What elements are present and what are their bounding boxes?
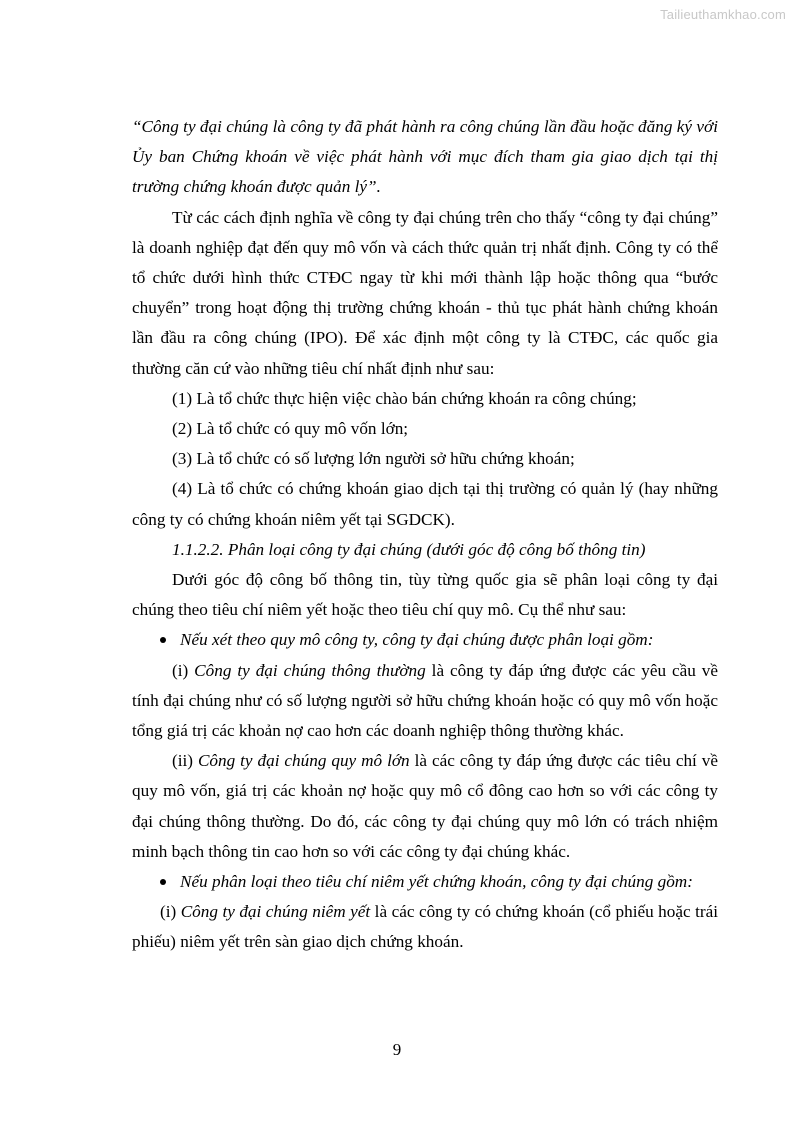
bullet-icon xyxy=(160,879,166,885)
criteria-item-2: (2) Là tổ chức có quy mô vốn lớn; xyxy=(172,419,409,439)
bullet-listing-classification xyxy=(132,867,718,897)
bullet-scale-classification xyxy=(132,625,718,655)
item-label: (ii) xyxy=(172,751,198,771)
item-listed-company xyxy=(132,897,718,957)
item-term: Công ty đại chúng niêm yết xyxy=(180,902,371,922)
criteria-item-3: (3) Là tổ chức có số lượng lớn người sở hữu chứng khoán; xyxy=(172,449,575,469)
bullet-listing-text: Nếu phân loại theo tiêu chí niêm yết chứng khoán, công ty đại chúng gồm: xyxy=(180,872,693,892)
item-label: (i) xyxy=(160,902,181,922)
criteria-item-1: (1) Là tổ chức thực hiện việc chào bán chứng khoán ra công chúng; xyxy=(172,388,637,408)
item-term: Công ty đại chúng quy mô lớn xyxy=(197,751,410,771)
definition-quote: “Công ty đại chúng là công ty đã phát hành ra công chúng lần đầu hoặc đăng ký với Ủy ban Chứng khoán về việc phát hành với mục đích tham gia giao dịch tại thị trường chứng khoán được quản lý”. xyxy=(132,117,718,197)
criteria-item-4: (4) Là tổ chức có chứng khoán giao dịch tại thị trường có quản lý (hay những công ty có chứng khoán niêm yết tại SGDCK). xyxy=(132,479,718,529)
item-large-company xyxy=(132,746,718,867)
paragraph-classification-intro: Dưới góc độ công bố thông tin, tùy từng quốc gia sẽ phân loại công ty đại chúng theo tiêu chí niêm yết hoặc theo tiêu chí quy mô. Cụ thể như sau: xyxy=(132,570,718,620)
section-heading: 1.1.2.2. Phân loại công ty đại chúng (dưới góc độ công bố thông tin) xyxy=(172,539,646,559)
watermark: Tailieuthamkhao.com xyxy=(660,7,786,22)
document-body xyxy=(132,112,718,958)
item-term: Công ty đại chúng thông thường xyxy=(194,660,426,680)
item-text: là các công ty có chứng khoán (cổ phiếu hoặc trái phiếu) niêm yết trên sàn giao dịch chứng khoán. xyxy=(132,902,719,952)
paragraph-definition-summary: Từ các cách định nghĩa về công ty đại chúng trên cho thấy “công ty đại chúng” là doanh nghiệp đạt đến quy mô vốn và cách thức quản trị nhất định. Công ty có thể tổ chức dưới hình thức CTĐC ngay từ khi mới thành lập hoặc thông qua “bước chuyển” trong hoạt động thị trường chứng khoán - thủ tục phát hành chứng khoán lần đầu ra công chúng (IPO). Để xác định một công ty là CTĐC, các quốc gia thường căn cứ vào những tiêu chí nhất định như sau: xyxy=(132,207,718,378)
item-label: (i) xyxy=(172,660,195,680)
item-text: là công ty đáp ứng được các yêu cầu về tính đại chúng như có số lượng người sở hữu chứng khoán hoặc có quy mô vốn hoặc tổng giá trị các khoản nợ cao hơn các doanh nghiệp thông thường khác. xyxy=(132,660,719,741)
page-number: 9 xyxy=(392,1040,402,1059)
item-text: là các công ty đáp ứng được các tiêu chí về quy mô vốn, giá trị các khoản nợ hoặc quy mô cổ đông cao hơn so với các công ty đại chúng thông thường. Do đó, các công ty đại chúng quy mô lớn có trách nhiệm minh bạch thông tin cao hơn so với các công ty đại chúng khác. xyxy=(132,751,718,861)
item-regular-company xyxy=(132,656,718,747)
bullet-icon xyxy=(160,637,166,643)
bullet-scale-text: Nếu xét theo quy mô công ty, công ty đại chúng được phân loại gồm: xyxy=(180,630,654,650)
